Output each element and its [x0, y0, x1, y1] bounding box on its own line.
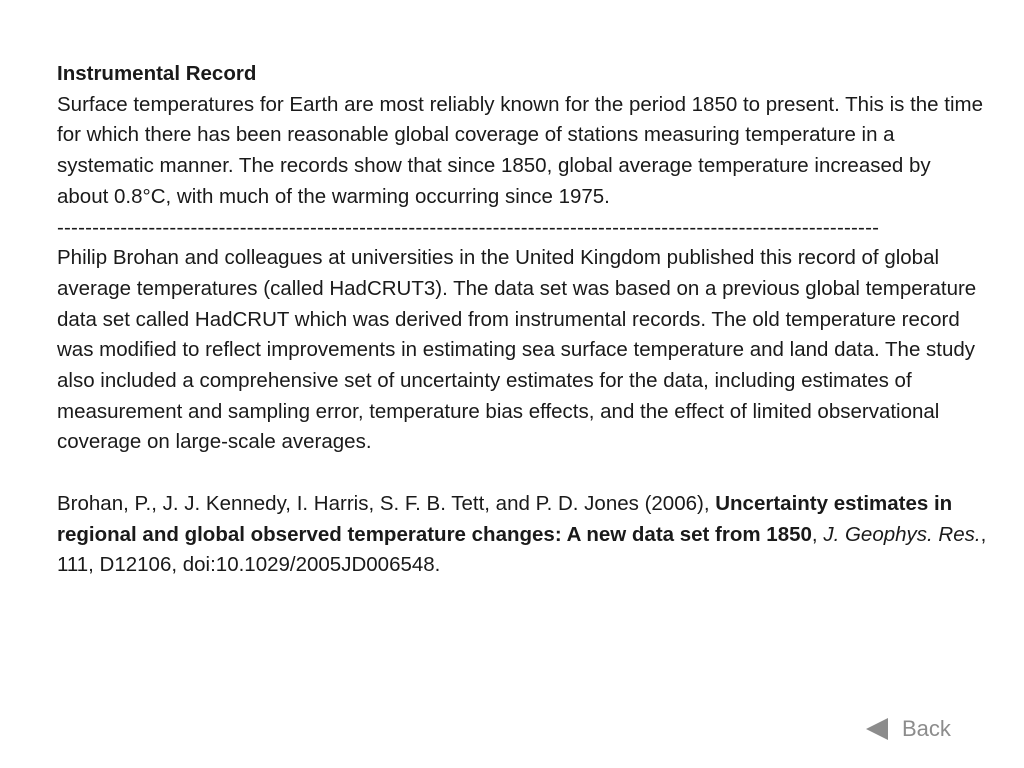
back-button[interactable]	[866, 712, 951, 746]
dashed-divider: ---------------------------------------------------------------------------------------------------------------------	[57, 215, 880, 239]
citation-separator: ,	[811, 522, 824, 546]
citation-details: , 111, D12106, doi:10.1029/2005JD006548.	[57, 522, 987, 577]
triangle-left-icon	[866, 718, 888, 740]
section-title: Instrumental Record	[57, 62, 257, 85]
citation-authors: Brohan, P., J. J. Kennedy, I. Harris, S. F. B. Tett, and P. D. Jones (2006),	[57, 491, 716, 515]
text-block	[57, 59, 987, 581]
intro-paragraph: Surface temperatures for Earth are most reliably known for the period 1850 to present. This is the time for which there has been reasonable global coverage of stations measuring temperature in a systematic manner. The records show that since 1850, global average temperature increased by about 0.8°C, with much of the warming occurring since 1975.	[57, 92, 983, 208]
body-paragraph: Philip Brohan and colleagues at universities in the United Kingdom published this record of global average temperatures (called HadCRUT3). The data set was based on a previous global temperature data set called HadCRUT which was derived from instrumental records. The old temperature record was modified to reflect improvements in estimating sea surface temperature and land data. The study also included a comprehensive set of uncertainty estimates for the data, including estimates of measurement and sampling error, temperature bias effects, and the effect of limited observational coverage on large-scale averages.	[57, 246, 977, 454]
citation	[57, 489, 987, 581]
back-label: Back	[902, 716, 951, 741]
citation-journal: J. Geophys. Res.	[823, 522, 981, 546]
paragraph-spacer	[57, 458, 987, 489]
citation-article-title: Uncertainty estimates in regional and global observed temperature changes: A new data set from 1850	[57, 491, 953, 546]
